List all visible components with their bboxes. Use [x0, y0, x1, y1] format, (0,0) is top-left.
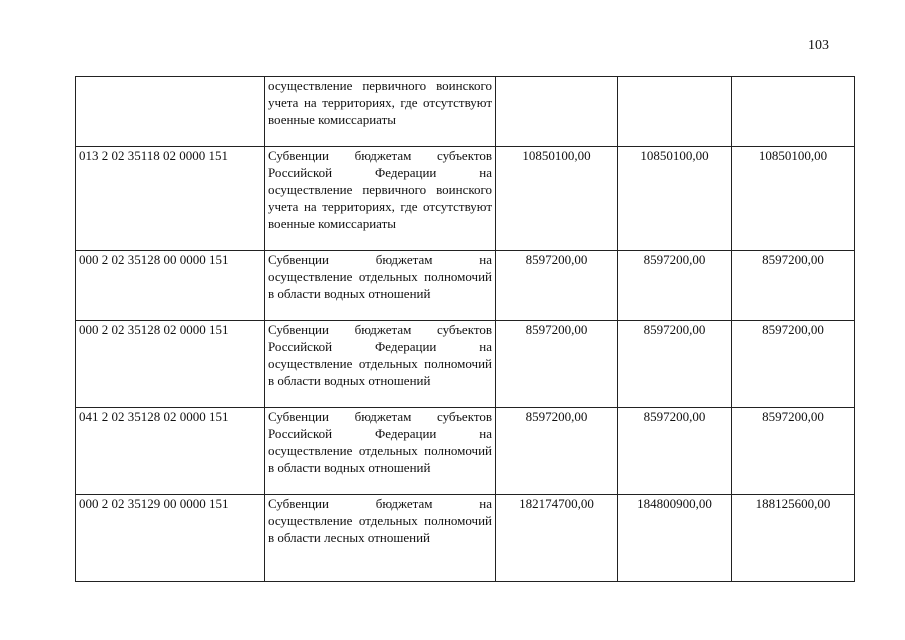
amount-year3-cell: 8597200,00	[732, 408, 855, 495]
income-name-cell: Субвенции бюджетам субъектов Российской Федерации на осуществление первичного воинского учета на территориях, где отсутствуют военные комиссариаты	[265, 147, 496, 251]
income-name-cell: Субвенции бюджетам субъектов Российской Федерации на осуществление отдельных полномочий в области водных отношений	[265, 321, 496, 408]
amount-year1-cell: 8597200,00	[496, 251, 618, 321]
table-row	[76, 495, 855, 582]
amount-year3-cell: 8597200,00	[732, 251, 855, 321]
amount-year2-cell: 184800900,00	[618, 495, 732, 582]
table-row	[76, 408, 855, 495]
budget-code-cell	[76, 77, 265, 147]
budget-table	[75, 76, 855, 582]
page-number: 103	[808, 38, 829, 53]
income-name-cell: Субвенции бюджетам на осуществление отдельных полномочий в области лесных отношений	[265, 495, 496, 582]
amount-year1-cell: 8597200,00	[496, 321, 618, 408]
amount-year2-cell	[618, 77, 732, 147]
budget-code-cell: 000 2 02 35128 00 0000 151	[76, 251, 265, 321]
amount-year2-cell: 8597200,00	[618, 251, 732, 321]
amount-year3-cell: 188125600,00	[732, 495, 855, 582]
budget-code-cell: 000 2 02 35128 02 0000 151	[76, 321, 265, 408]
income-name-cell: Субвенции бюджетам субъектов Российской Федерации на осуществление отдельных полномочий в области водных отношений	[265, 408, 496, 495]
amount-year2-cell: 10850100,00	[618, 147, 732, 251]
table-row	[76, 251, 855, 321]
budget-code-cell: 000 2 02 35129 00 0000 151	[76, 495, 265, 582]
table-row	[76, 147, 855, 251]
amount-year2-cell: 8597200,00	[618, 321, 732, 408]
table-row	[76, 77, 855, 147]
amount-year1-cell: 8597200,00	[496, 408, 618, 495]
amount-year2-cell: 8597200,00	[618, 408, 732, 495]
amount-year1-cell: 10850100,00	[496, 147, 618, 251]
income-name-cell: Субвенции бюджетам на осуществление отдельных полномочий в области водных отношений	[265, 251, 496, 321]
amount-year1-cell: 182174700,00	[496, 495, 618, 582]
amount-year1-cell	[496, 77, 618, 147]
table-row	[76, 321, 855, 408]
budget-code-cell: 041 2 02 35128 02 0000 151	[76, 408, 265, 495]
amount-year3-cell: 10850100,00	[732, 147, 855, 251]
budget-code-cell: 013 2 02 35118 02 0000 151	[76, 147, 265, 251]
income-name-cell: осуществление первичного воинского учета на территориях, где отсутствуют военные комиссариаты	[265, 77, 496, 147]
amount-year3-cell: 8597200,00	[732, 321, 855, 408]
amount-year3-cell	[732, 77, 855, 147]
